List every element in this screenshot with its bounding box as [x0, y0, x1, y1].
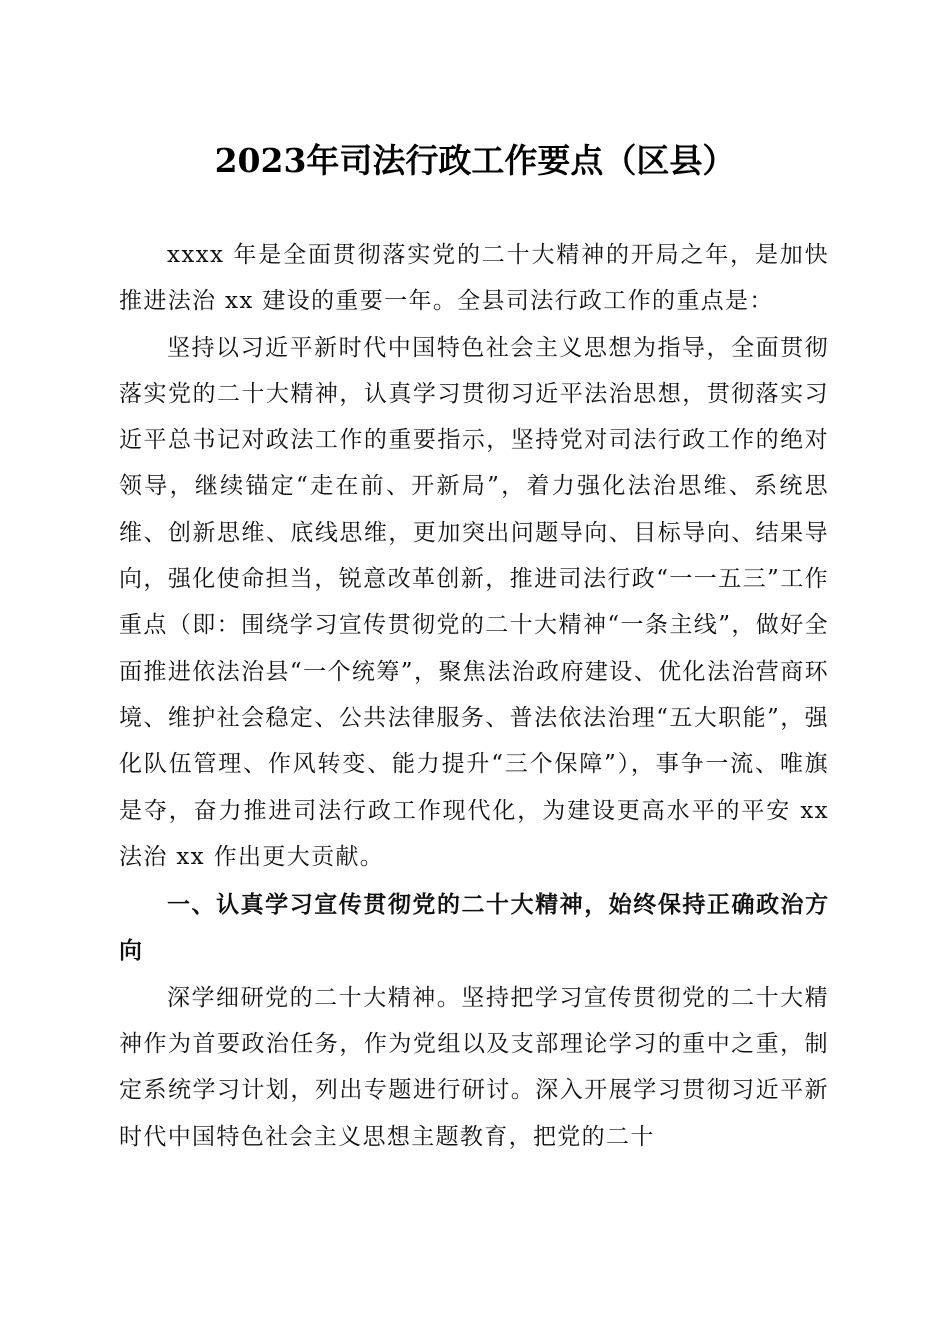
- document-body: [119, 232, 829, 1160]
- intro-paragraph: xxxx 年是全面贯彻落实党的二十大精神的开局之年，是加快推进法治 xx 建设的重要一年。全县司法行政工作的重点是：: [119, 242, 829, 315]
- section-heading: 一、认真学习宣传贯彻党的二十大精神，始终保持正确政治方向: [119, 892, 829, 965]
- guiding-principle-paragraph: 坚持以习近平新时代中国特色社会主义思想为指导，全面贯彻落实党的二十大精神，认真学习贯彻习近平法治思想，贯彻落实习近平总书记对政法工作的重要指示，坚持党对司法行政工作的绝对领导，继续锚定“走在前、开新局”，着力强化法治思维、系统思维、创新思维、底线思维，更加突出问题导向、目标导向、结果导向，强化使命担当，锐意改革创新，推进司法行政“一一五三”工作重点（即：围绕学习宣传贯彻党的二十大精神“一条主线”，做好全面推进依法治县“一个统筹”，聚焦法治政府建设、优化法治营商环境、维护社会稳定、公共法律服务、普法依法治理“五大职能”，强化队伍管理、作风转变、能力提升“三个保障”），事争一流、唯旗是夺，奋力推进司法行政工作现代化，为建设更高水平的平安 xx 法治 xx 作出更大贡献。: [119, 334, 829, 870]
- document-title: 2023年司法行政工作要点（区县）: [214, 141, 736, 180]
- section-paragraph: 深学细研党的二十大精神。坚持把学习宣传贯彻党的二十大精神作为首要政治任务，作为党组以及支部理论学习的重中之重，制定系统学习计划，列出专题进行研讨。深入开展学习贯彻习近平新时代中国特色社会主义思想主题教育，把党的二十: [119, 984, 829, 1150]
